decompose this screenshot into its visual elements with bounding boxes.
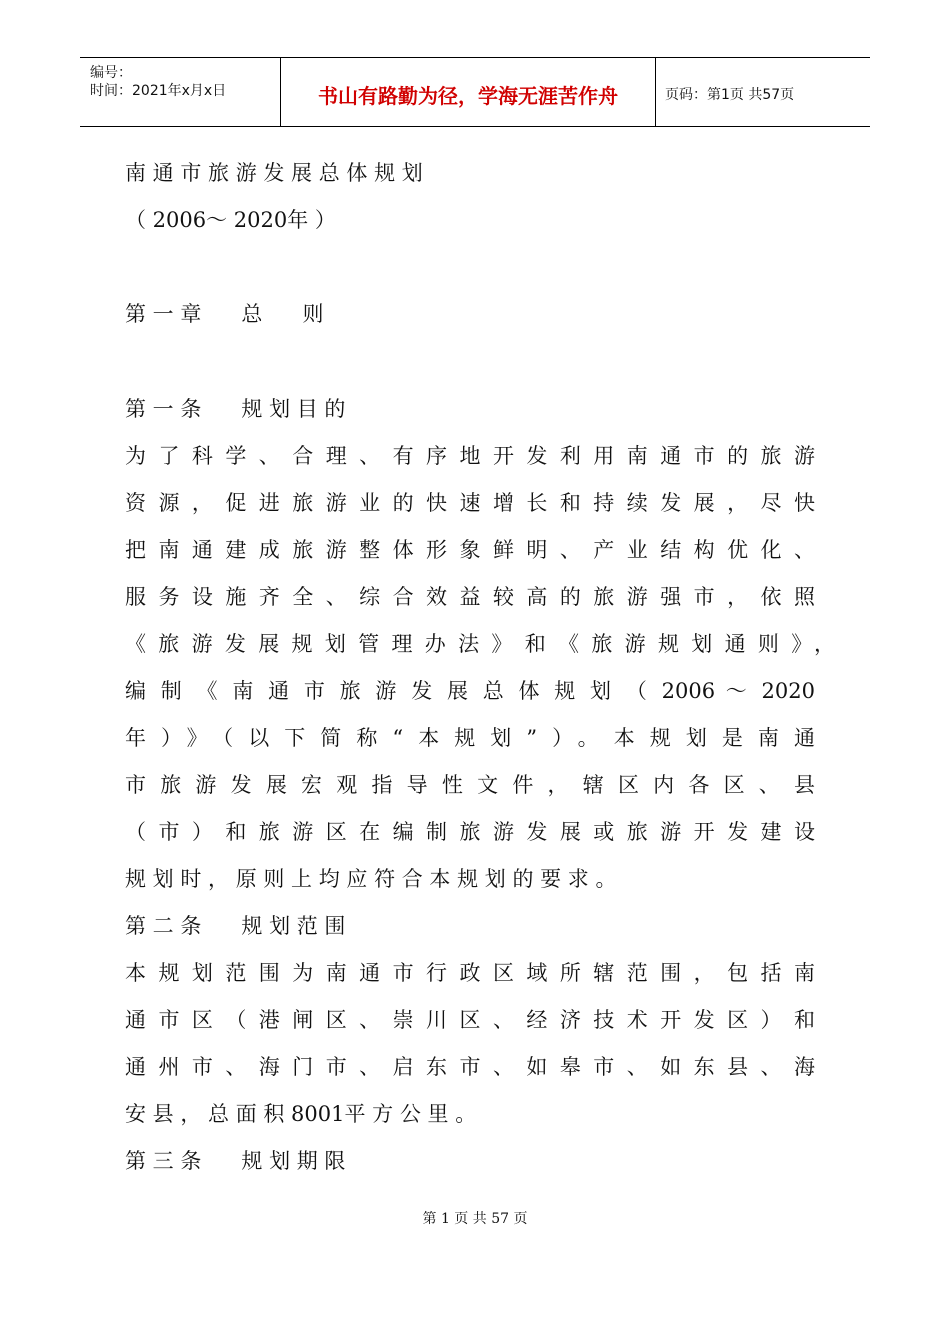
article-2-line: 通市区（港闸区、崇川区、经济技术开发区）和 bbox=[125, 1008, 815, 1032]
article-1-line: 市旅游发展宏观指导性文件，辖区内各区、县 bbox=[125, 773, 815, 797]
article-1-line: 《旅游发展规划管理办法》和《旅游规划通则》， bbox=[125, 632, 835, 656]
article-2-heading: 第 二 条 规 划 范 围 bbox=[125, 914, 346, 938]
article-1-line: （市）和旅游区在编制旅游发展或旅游开发建设 bbox=[125, 820, 815, 844]
date-label: 时间：2021年x月x日 bbox=[90, 83, 227, 99]
document-title: 南 通 市 旅 游 发 展 总 体 规 划 bbox=[125, 161, 423, 185]
article-1-line: 为了科学、合理、有序地开发利用南通市的旅游 bbox=[125, 444, 815, 468]
article-3-heading: 第 三 条 规 划 期 限 bbox=[125, 1149, 346, 1173]
article-1-heading: 第 一 条 规 划 目 的 bbox=[125, 397, 346, 421]
motto-text: 书山有路勤为径，学海无涯苦作舟 bbox=[318, 84, 618, 108]
header-page-info: 页码：第1页 共57页 bbox=[665, 87, 795, 103]
header-page-cell bbox=[655, 58, 870, 126]
document-header bbox=[80, 57, 870, 127]
article-2-line: 本规划范围为南通市行政区域所辖范围，包括南 bbox=[125, 961, 815, 985]
article-1-line: 年）》（以下简称“本规划”）。本规划是南通 bbox=[125, 726, 815, 750]
header-motto-cell bbox=[280, 58, 656, 126]
article-1-line: 把南通建成旅游整体形象鲜明、产业结构优化、 bbox=[125, 538, 815, 562]
page-footer: 第 1 页 共 57 页 bbox=[422, 1211, 528, 1227]
article-2-line: 安 县 ， 总 面 积 8001平 方 公 里 。 bbox=[125, 1102, 477, 1126]
article-1-line: 编 制 《 南 通 市 旅 游 发 展 总 体 规 划 （ 2006 ～ 2020 bbox=[125, 679, 815, 703]
document-period: （ 2006～ 2020年 ） bbox=[125, 208, 336, 232]
article-1-line: 规 划 时 ， 原 则 上 均 应 符 合 本 规 划 的 要 求 。 bbox=[125, 867, 617, 891]
header-meta-cell bbox=[80, 58, 280, 126]
chapter-heading: 第 一 章 总 则 bbox=[125, 302, 324, 326]
article-1-line: 资源，促进旅游业的快速增长和持续发展，尽快 bbox=[125, 491, 815, 515]
article-2-line: 通州市、海门市、启东市、如皋市、如东县、海 bbox=[125, 1055, 815, 1079]
article-1-line: 服务设施齐全、综合效益较高的旅游强市，依照 bbox=[125, 585, 815, 609]
serial-number-label: 编号： bbox=[90, 65, 132, 81]
